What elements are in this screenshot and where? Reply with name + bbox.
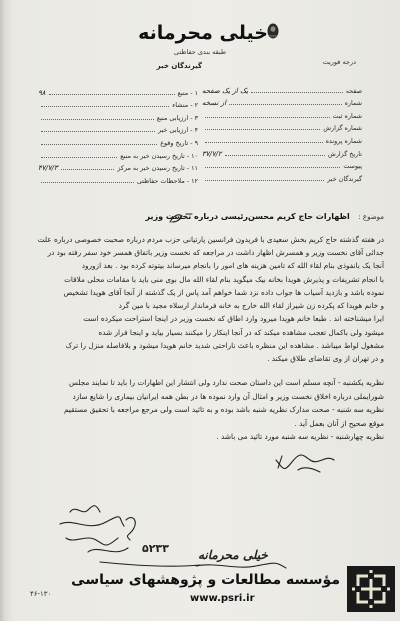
field-row <box>202 132 362 145</box>
body-line: و در تهران از وی تقاضای طلاق میکند . <box>267 354 384 363</box>
dotted-line <box>41 131 155 132</box>
field-label: ۱۰ - تاریخ رسیدن خبر به منبع <box>120 151 198 160</box>
field-row <box>38 97 198 110</box>
field-label: ۱ - منبع <box>177 88 198 97</box>
field-row <box>38 172 198 185</box>
field-value: از نسخه <box>202 99 227 108</box>
field-row <box>38 160 198 173</box>
classification-label: طبقه بندی حفاظتی <box>173 48 227 56</box>
institute-name: مؤسسه مطالعات و پژوهشهای سیاسی <box>71 572 340 588</box>
field-row <box>38 134 198 147</box>
field-value: ۳۷/۷/۲ <box>202 149 222 158</box>
form-fields-left <box>38 84 198 185</box>
field-row <box>202 158 362 171</box>
field-row <box>202 170 362 183</box>
field-label: ۴ - ارزیابی خبر <box>157 126 198 135</box>
note-line: شورایملی درباره اخلاق نخست وزیر و امثال آن وارد نموده ها در بطن همه ایرانیان بیماری را شایع سازد <box>72 392 384 401</box>
field-row <box>202 107 362 120</box>
dotted-line <box>251 92 343 93</box>
dotted-line <box>225 155 325 156</box>
dotted-line <box>49 94 175 95</box>
field-label: گیرندگان خبر <box>327 174 362 183</box>
field-row <box>202 145 362 158</box>
dotted-line <box>61 169 115 170</box>
note-line: موقع صحیح از آنان بعمل آید . <box>294 419 384 428</box>
field-row <box>38 109 198 122</box>
field-row <box>202 82 362 95</box>
body-line: در هفته گذشته حاج کریم بخش سعیدی با فریدون فرانسین پارتیانی حزب مردم درباره صحبت خصوصی درباره علت <box>37 235 384 244</box>
document-title: خیلی محرمانه <box>138 22 268 44</box>
body-line: نموده باشد و بازدید آسیاب ها جواب داده نزد شما خواهم آمد پاس از یک گذشته از آنجا آقای هویدا تشخیص <box>63 288 384 297</box>
dotted-line <box>41 157 117 158</box>
recipients-heading: گیرندگان خبر <box>156 62 202 70</box>
field-label: شماره <box>344 99 362 108</box>
field-value: یک از یک صفحه <box>202 86 249 95</box>
field-row <box>38 147 198 160</box>
signature-underline <box>100 562 200 566</box>
dotted-line <box>229 104 342 105</box>
field-label: ۹ - تاریخ وقوع <box>160 138 198 147</box>
field-label: شماره گزارش <box>323 124 362 133</box>
dotted-line <box>205 142 323 143</box>
dotted-line <box>205 167 340 168</box>
dotted-line <box>41 182 134 183</box>
body-line: مشغول لواط میباشد . مشاهده این منظره باعث ناراحتی شدید خانم هویدا میشود و بلافاصله منزل را ترک <box>65 341 384 350</box>
dotted-line <box>41 106 169 107</box>
field-label: ۳ - ارزیابی منبع <box>156 113 198 122</box>
note-line: نظریه یکشنبه - آنچه مسلم است این داستان صحت ندارد ولی انتشار این اظهارات را باید تا نمایند مجلس <box>68 378 384 387</box>
body-line: جدائی آقای نخست وزیر و همسرش اظهار داشت در مراجعه که نخست وزیر باتفاق همسر خود سفر رفته بود در <box>47 248 384 257</box>
note-line: نظریه سه شنبه - صحت مدارک نظریه شنبه باشد بوده و به تائید است ولی مرجع مراجعه با تحقیق مستقیم <box>63 405 384 414</box>
field-value: ۹۸ <box>38 88 46 97</box>
urgency-label: درجه فوریت <box>322 58 356 66</box>
subject-text: اظهارات حاج کریم محسن‌رئیسی درباره نخست وزیر <box>145 212 350 221</box>
page-code: ۴۶-۱۳۰ <box>30 590 52 598</box>
field-row <box>202 95 362 108</box>
psri-logo-icon <box>347 566 395 612</box>
dotted-line <box>205 180 324 181</box>
field-label: تاریخ گزارش <box>328 149 362 158</box>
form-fields-right <box>202 82 362 183</box>
dotted-line <box>41 119 154 120</box>
dotted-line <box>205 129 320 130</box>
field-label: ۱۲ - ملاحظات حفاظتی <box>136 176 198 185</box>
stamp-number: ۵۲۳۳ <box>142 542 169 555</box>
subject-line <box>16 210 384 224</box>
field-label: ۱۱ - تاریخ رسیدن خبر به مرکز <box>117 164 198 173</box>
field-value: ۴۷/۷/۳ <box>38 164 58 173</box>
stamp-underline <box>196 563 286 568</box>
subject-label: موضوع : <box>358 213 384 221</box>
body-line: ایرا میشناخته اند . طبعا خانم هویدا میرود وارد اطاق که نخست وزیر در اینجا استراحت میکرده است <box>83 314 384 323</box>
stamp-classification: خیلی محرمانه <box>198 548 268 562</box>
signature-right <box>276 455 334 472</box>
field-row <box>202 120 362 133</box>
field-row <box>38 84 198 97</box>
body-line: میشود ولی باکمال تعجب مشاهده میکند که در آنجا اینکار را میکنند بسیار بیاید و اینجا فرار شده <box>98 328 384 337</box>
field-label: صفحه <box>345 86 362 95</box>
note-line: نظریه چهارشنبه - نظریه سه شنبه مورد تائید می باشد . <box>216 432 384 441</box>
field-label: شماره پرونده <box>325 136 362 145</box>
institute-url: www.psri.ir <box>190 593 255 604</box>
body-line: و خانم هویدا که پکرده زن شیراز لقاء الله خارج به خانه فرماندار ارسلاه مجید با مین گرد <box>118 301 384 310</box>
signature-left <box>60 506 135 552</box>
field-label: ۲ - منشاء <box>172 101 198 110</box>
body-line: با انجام تشریفات و پذیرش هویدا بخانه بیک میگوید بنام لقاء الله مال بوی منی باید با مقامات محلی ملاقات <box>64 275 384 284</box>
dotted-line <box>205 117 330 118</box>
body-line: آنجا یک بانفوذی بنام لقاء الله که تامین هزینه های امور را بانجام میرساند بیتوته کرده بود . بعد ازورود <box>81 261 384 270</box>
dotted-line <box>41 144 157 145</box>
field-label: پیوست <box>343 162 362 171</box>
field-label: شماره ثبت <box>332 111 362 120</box>
field-row <box>38 122 198 135</box>
